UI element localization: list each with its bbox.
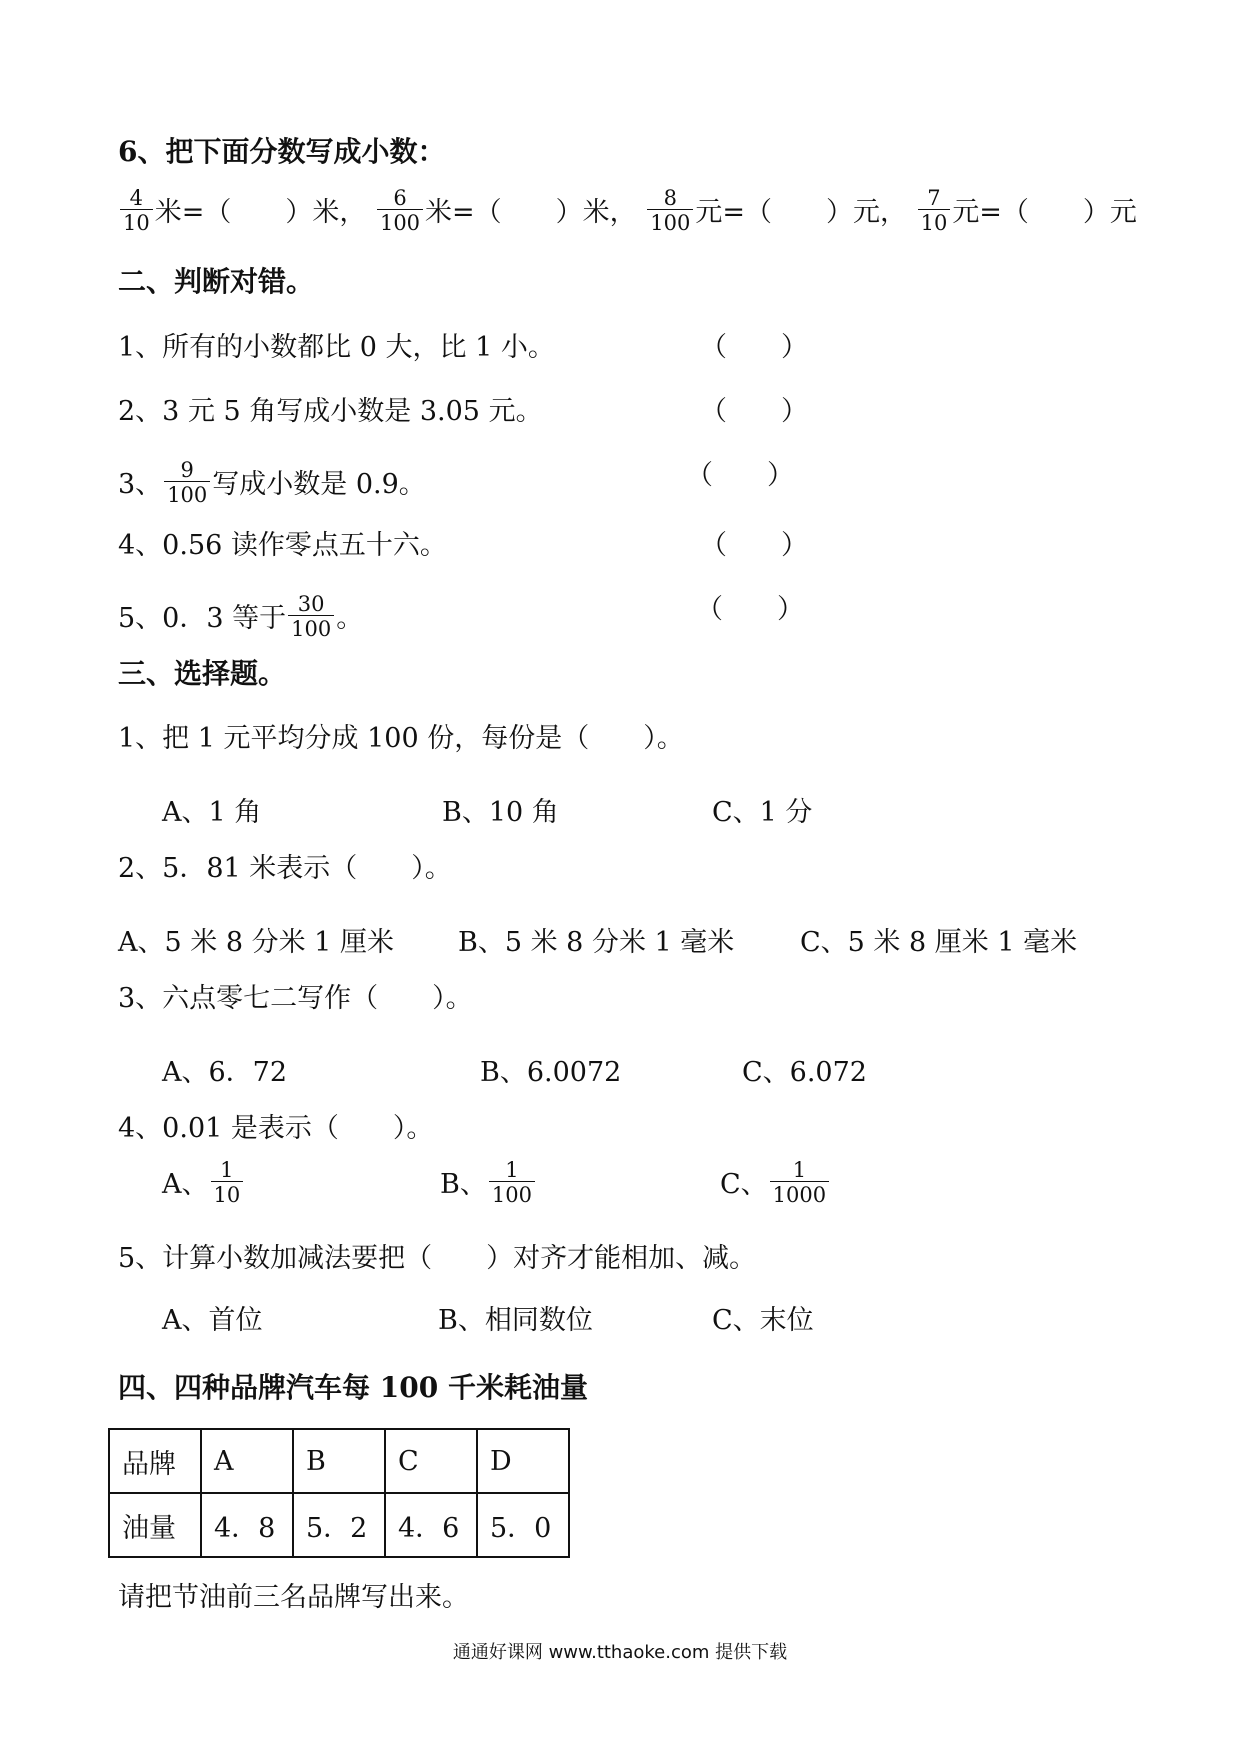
mc-q3-option-b: B、6.0072 <box>480 1057 622 1088</box>
mc-q5-option-c: C、末位 <box>712 1305 814 1336</box>
table-cell: C <box>385 1429 477 1493</box>
fraction: $\frac{8}{100}$ <box>647 187 693 234</box>
fuel-question-prompt: 请把节油前三名品牌写出来。 <box>118 1582 469 1613</box>
section-title-fuel-table: 四、四种品牌汽车每 100 千米耗油量 <box>118 1371 588 1404</box>
table-cell: 4．8 <box>201 1493 293 1557</box>
table-cell: 5．2 <box>293 1493 385 1557</box>
fraction: $\frac{9}{100}$ <box>164 459 210 506</box>
fraction: $\frac{1}{1000}$ <box>770 1159 829 1206</box>
table-cell: A <box>201 1429 293 1493</box>
fraction: $\frac{30}{100}$ <box>288 593 334 640</box>
mc-q2-option-a: A、5 米 8 分米 1 厘米 <box>118 927 394 958</box>
table-cell: 品牌 <box>109 1429 201 1493</box>
answer-blank-text: 米=（ ）米， <box>425 197 637 229</box>
tf-answer-paren: （ ） <box>700 396 808 427</box>
answer-blank-text: 米=（ ）米， <box>154 197 367 229</box>
mc-question-1: 1、把 1 元平均分成 100 份，每份是（ ）。 <box>118 723 684 754</box>
tf-item: 2、3 元 5 角写成小数是 3.05 元。 <box>118 396 543 427</box>
mc-q1-option-a: A、1 角 <box>162 797 262 828</box>
tf-answer-paren: （ ） <box>696 594 804 625</box>
mc-q2-option-b: B、5 米 8 分米 1 毫米 <box>458 927 735 958</box>
table-cell: 5．0 <box>477 1493 569 1557</box>
tf-item: 3、 $\frac{9}{100}$ 写成小数是 0.9。 <box>118 458 426 508</box>
table-row <box>109 1429 569 1493</box>
mc-q1-option-c: C、1 分 <box>712 797 813 828</box>
answer-blank-text: 元=（ ）元， <box>695 197 907 229</box>
footer-credit: 通通好课网 www.tthaoke.com 提供下载 <box>452 1642 788 1663</box>
section-title-true-false: 二、判断对错。 <box>118 265 315 298</box>
tf-answer-paren: （ ） <box>700 332 808 363</box>
tf-answer-paren: （ ） <box>686 460 794 491</box>
q6-fractions-line <box>118 186 1137 237</box>
section-title-multiple-choice: 三、选择题。 <box>118 657 287 690</box>
mc-question-3: 3、六点零七二写作（ ）。 <box>118 983 473 1014</box>
table-cell: B <box>293 1429 385 1493</box>
fraction: $\frac{7}{10}$ <box>918 187 951 234</box>
table-cell: 4．6 <box>385 1493 477 1557</box>
q6-title: 6、把下面分数写成小数： <box>118 135 446 168</box>
fraction: $\frac{1}{10}$ <box>211 1159 244 1206</box>
mc-q2-option-c: C、5 米 8 厘米 1 毫米 <box>800 927 1078 958</box>
mc-q1-option-b: B、10 角 <box>442 797 559 828</box>
mc-q5-option-b: B、相同数位 <box>438 1305 593 1336</box>
mc-question-5: 5、计算小数加减法要把（ ）对齐才能相加、减。 <box>118 1243 757 1274</box>
tf-item: 1、所有的小数都比 0 大，比 1 小。 <box>118 332 555 363</box>
answer-blank-text: 元=（ ）元 <box>952 197 1137 229</box>
mc-q3-option-a: A、6．72 <box>162 1057 288 1088</box>
tf-answer-paren: （ ） <box>700 530 808 561</box>
tf-item: 5、0．3 等于 $\frac{30}{100}$ 。 <box>118 592 364 642</box>
mc-question-2: 2、5．81 米表示（ ）。 <box>118 853 452 884</box>
mc-question-4: 4、0.01 是表示（ ）。 <box>118 1113 434 1144</box>
fraction: $\frac{6}{100}$ <box>377 187 423 234</box>
table-row <box>109 1493 569 1557</box>
mc-q5-option-a: A、首位 <box>162 1305 263 1336</box>
table-cell: 油量 <box>109 1493 201 1557</box>
mc-q4-option-b: B、 $\frac{1}{100}$ <box>440 1162 537 1209</box>
fuel-consumption-table <box>108 1428 570 1558</box>
fraction: $\frac{4}{10}$ <box>120 187 153 234</box>
tf-item: 4、0.56 读作零点五十六。 <box>118 530 447 561</box>
fraction: $\frac{1}{100}$ <box>489 1159 535 1206</box>
mc-q3-option-c: C、6.072 <box>742 1057 867 1088</box>
mc-q4-option-c: C、 $\frac{1}{1000}$ <box>720 1162 831 1209</box>
table-cell: D <box>477 1429 569 1493</box>
mc-q4-option-a: A、 $\frac{1}{10}$ <box>162 1162 245 1209</box>
